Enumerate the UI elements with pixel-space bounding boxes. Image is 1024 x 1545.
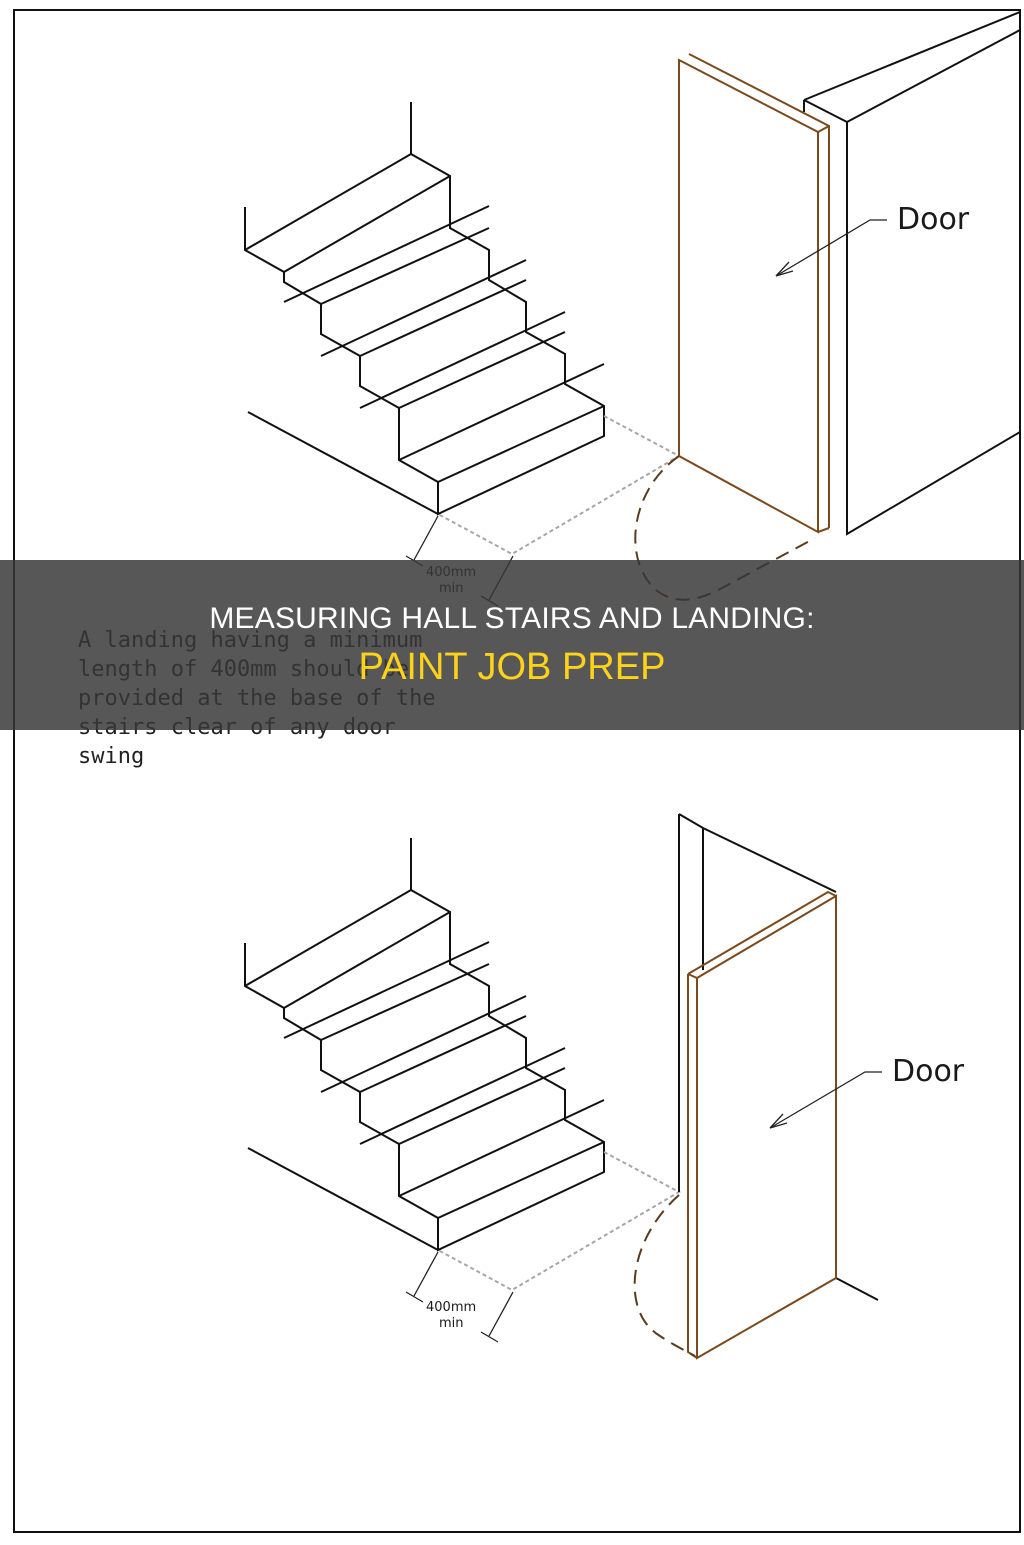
bottom-panel-wall [679,814,878,1300]
title-line-2: PAINT JOB PREP [358,646,666,688]
bottom-dimension-value: 400mm [426,1300,477,1315]
bottom-panel-door [688,892,836,1358]
bottom-door-swing-arc [635,1195,695,1356]
landing-requirement-caption: swing [78,744,145,769]
bottom-door-label: Door [892,1054,965,1089]
bottom-door-leader [770,1072,882,1128]
top-panel-wall [804,12,1020,534]
top-door-leader [776,220,887,276]
title-banner [0,560,1024,730]
bottom-panel-staircase [245,838,604,1250]
top-panel-staircase [245,102,604,514]
top-door-label: Door [897,202,970,237]
bottom-dimension-qualifier: min [439,1316,464,1331]
title-line-1: MEASURING HALL STAIRS AND LANDING: [209,602,815,635]
top-panel-door [679,54,829,532]
diagram-frame [14,10,1020,1532]
